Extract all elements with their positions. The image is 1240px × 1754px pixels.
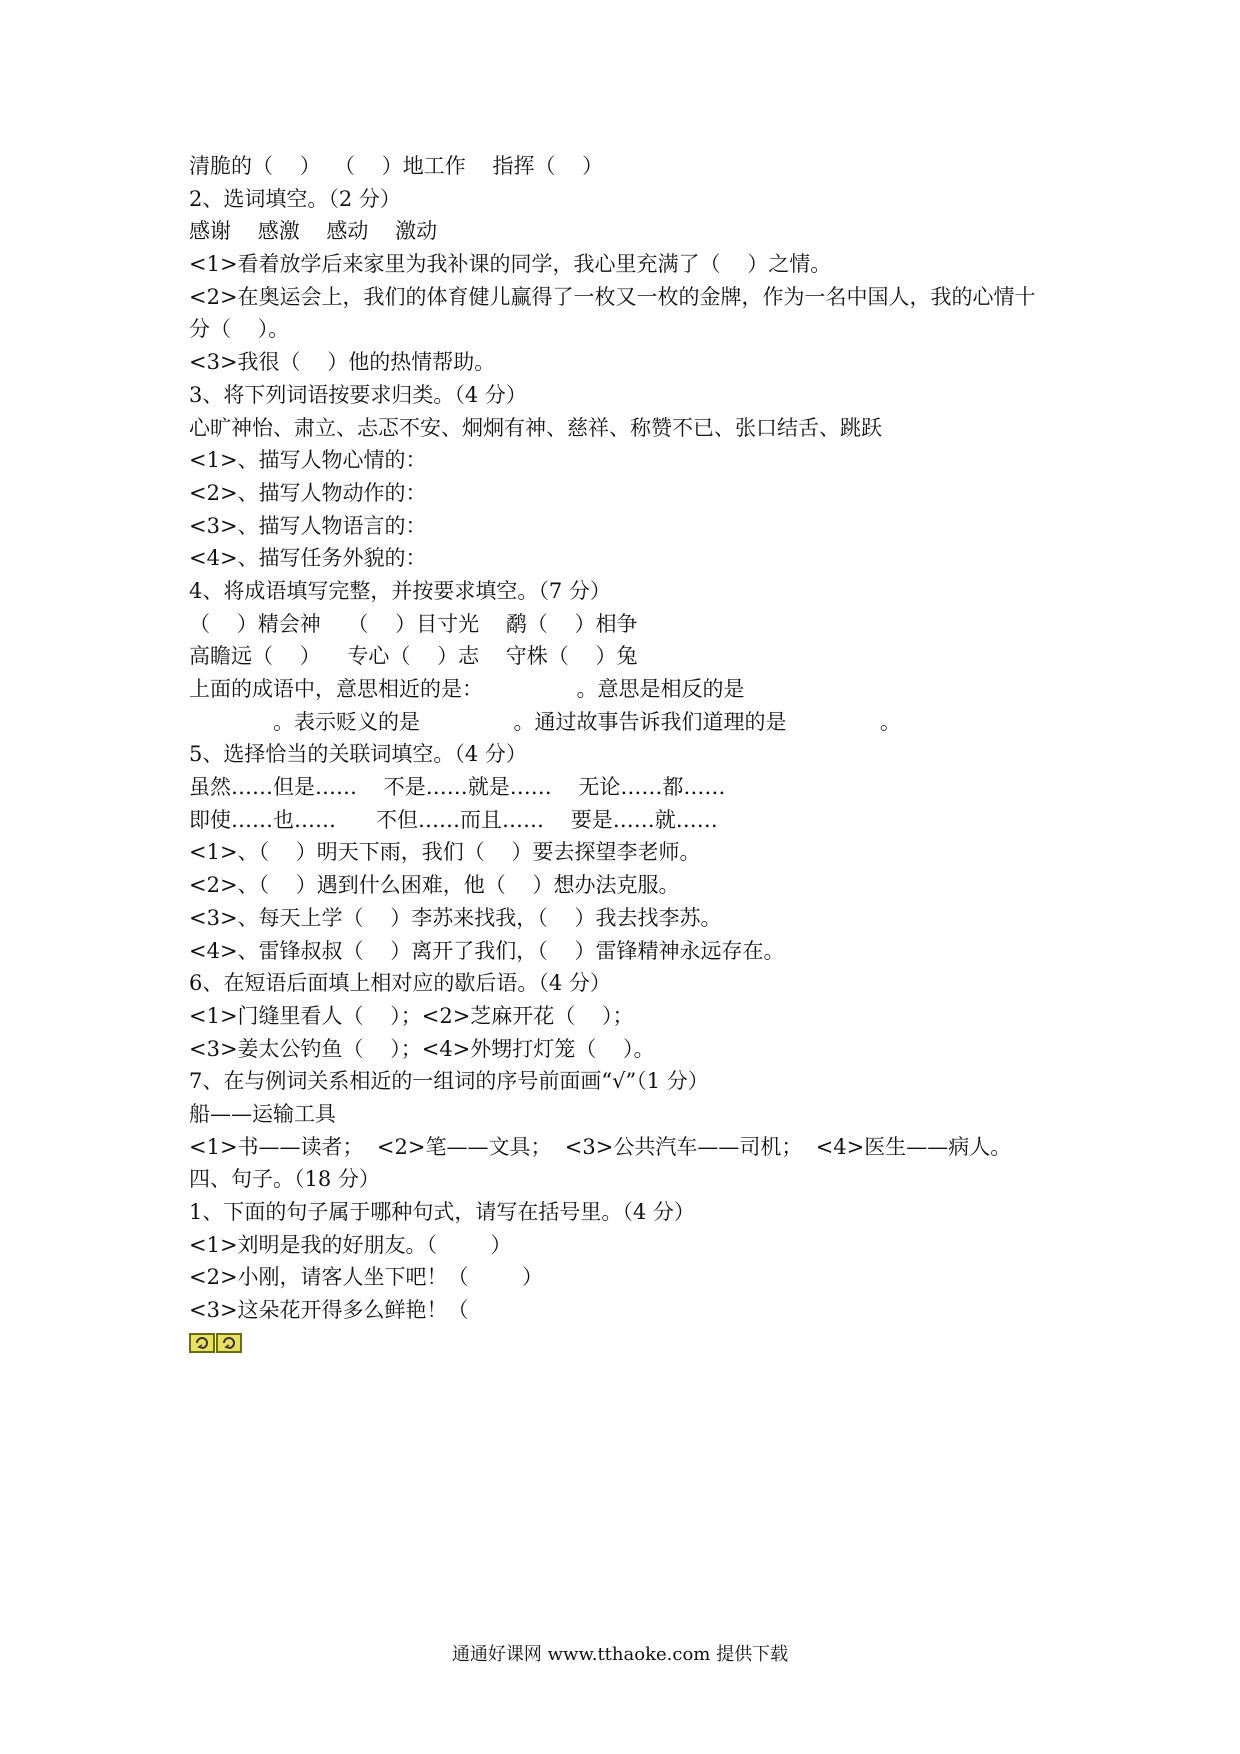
- broken-image-icon: [216, 1333, 242, 1353]
- text-line: <2>、（ ）遇到什么困难，他（ ）想办法克服。: [189, 873, 680, 898]
- section-heading: 4、将成语填写完整，并按要求填空。（7 分）: [189, 578, 611, 603]
- text-line: 虽然……但是…… 不是……就是…… 无论……都……: [189, 775, 726, 800]
- text-line: 分（ ）。: [189, 317, 290, 342]
- text-line: <2>、描写人物动作的：: [189, 480, 427, 505]
- text-line: （ ）精会神 （ ）目寸光 鹬（ ）相争: [189, 611, 638, 636]
- section-heading: 1、下面的句子属于哪种句式，请写在括号里。（4 分）: [189, 1200, 695, 1224]
- text-line: <4>、雷锋叔叔（ ）离开了我们，（ ）雷锋精神永远存在。: [189, 938, 785, 963]
- text-line: 。表示贬义的是 。通过故事告诉我们道理的是 。: [273, 709, 901, 734]
- section-heading: 7、在与例词关系相近的一组词的序号前面画“√”（1 分）: [189, 1069, 709, 1094]
- text-line: 上面的成语中，意思相近的是： 。意思是相反的是: [189, 677, 745, 701]
- page-footer: 通通好课网 www.tthaoke.com 提供下载: [451, 1644, 789, 1665]
- exam-content: [189, 150, 1089, 1353]
- text-line: <3>姜太公钓鱼（ ）；<4>外甥打灯笼（ ）。: [189, 1036, 655, 1061]
- broken-image-icon: [189, 1333, 215, 1353]
- text-line: 船——运输工具: [189, 1101, 336, 1126]
- text-line: <3>这朵花开得多么鲜艳！（: [189, 1298, 469, 1323]
- text-line: 心旷神怡、肃立、忐忑不安、炯炯有神、慈祥、称赞不已、张口结舌、跳跃: [189, 415, 882, 440]
- text-line: <1>书——读者； <2>笔——文具； <3>公共汽车——司机； <4>医生——病人。: [189, 1134, 1012, 1159]
- text-line: <1>刘明是我的好朋友。（ ）: [189, 1232, 512, 1257]
- text-line: 感谢 感激 感动 激动: [189, 219, 438, 244]
- broken-image-placeholders: [189, 1333, 1089, 1353]
- text-line: <1>、（ ）明天下雨，我们（ ）要去探望李老师。: [189, 840, 701, 865]
- text-line: <4>、描写任务外貌的：: [189, 546, 427, 571]
- text-line: <3>、描写人物语言的：: [189, 513, 427, 538]
- text-line: 清脆的（ ） （ ）地工作 指挥（ ）: [189, 154, 604, 178]
- section-heading: 3、将下列词语按要求归类。（4 分）: [189, 382, 527, 407]
- text-line: 即使……也…… 不但……而且…… 要是……就……: [189, 807, 718, 832]
- section-heading: 6、在短语后面填上相对应的歇后语。（4 分）: [189, 971, 611, 996]
- text-line: <1>看着放学后来家里为我补课的同学，我心里充满了（ ）之情。: [189, 252, 832, 277]
- section-heading: 2、选词填空。（2 分）: [189, 186, 401, 211]
- text-line: <3>我很（ ）他的热情帮助。: [189, 350, 496, 375]
- text-line: <1>、描写人物心情的：: [189, 448, 427, 473]
- section-heading: 5、选择恰当的关联词填空。（4 分）: [189, 742, 527, 767]
- text-line: 高瞻远（ ） 专心（ ）志 守株（ ）兔: [189, 644, 638, 669]
- text-line: <2>小刚，请客人坐下吧！（ ）: [189, 1265, 543, 1290]
- text-line: <3>、每天上学（ ）李苏来找我，（ ）我去找李苏。: [189, 905, 722, 930]
- section-heading: 四、句子。（18 分）: [189, 1167, 380, 1192]
- text-line: <1>门缝里看人（ ）；<2>芝麻开花（ ）；: [189, 1003, 634, 1028]
- text-line: <2>在奥运会上，我们的体育健儿赢得了一枚又一枚的金牌，作为一名中国人，我的心情十: [189, 284, 1036, 309]
